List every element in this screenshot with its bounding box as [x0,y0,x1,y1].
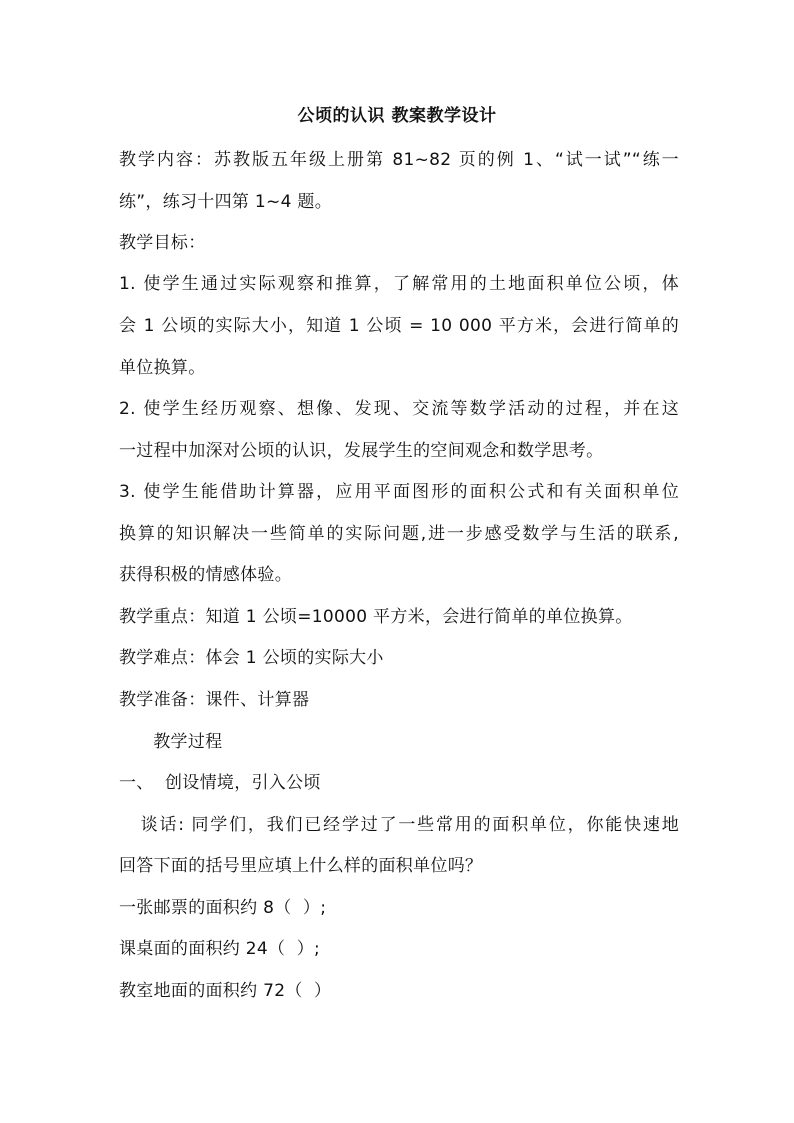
paragraph-line: 教学重点：知道 1 公顷=10000 平方米，会进行简单的单位换算。 [119,607,633,627]
paragraph-line: 教学准备：课件、计算器 [119,690,310,710]
section-heading: 一、 创设情境，引入公顷 [119,773,321,793]
paragraph-line: 1. 使学生通过实际观察和推算，了解常用的土地面积单位公顷，体 [119,274,679,294]
paragraph-line: 教学内容：苏教版五年级上册第 81~82 页的例 1、“试一试”“练一 [119,150,679,170]
paragraph-line: 回答下面的括号里应填上什么样的面积单位吗？ [119,856,483,876]
paragraph-line: 3. 使学生能借助计算器，应用平面图形的面积公式和有关面积单位 [119,482,679,502]
paragraph-line: 单位换算。 [119,358,206,378]
paragraph-line: 一过程中加深对公顷的认识，发展学生的空间观念和数学思考。 [119,441,604,461]
paragraph-line: 2. 使学生经历观察、想像、发现、交流等数学活动的过程，并在这 [119,399,679,419]
section-heading: 教学过程 [119,732,223,752]
paragraph-line: 教学目标： [119,233,206,253]
paragraph-line: 教学难点：体会 1 公顷的实际大小 [119,648,384,668]
paragraph-line: 获得积极的情感体验。 [119,565,292,585]
question-line: 课桌面的面积约 24（ ）; [119,939,321,959]
paragraph-line: 练”，练习十四第 1~4 题。 [119,192,332,212]
paragraph-line: 会 1 公顷的实际大小，知道 1 公顷 = 10 000 平方米，会进行简单的 [119,316,679,336]
document-title: 公顷的认识 教案教学设计 [297,106,497,126]
question-line: 教室地面的面积约 72（ ） [119,981,332,1001]
question-line: 一张邮票的面积约 8（ ）; [119,898,327,918]
paragraph-line: 谈话: 同学们，我们已经学过了一些常用的面积单位，你能快速地 [119,815,679,835]
paragraph-line: 换算的知识解决一些简单的实际问题,进一步感受数学与生活的联系, [119,524,679,544]
